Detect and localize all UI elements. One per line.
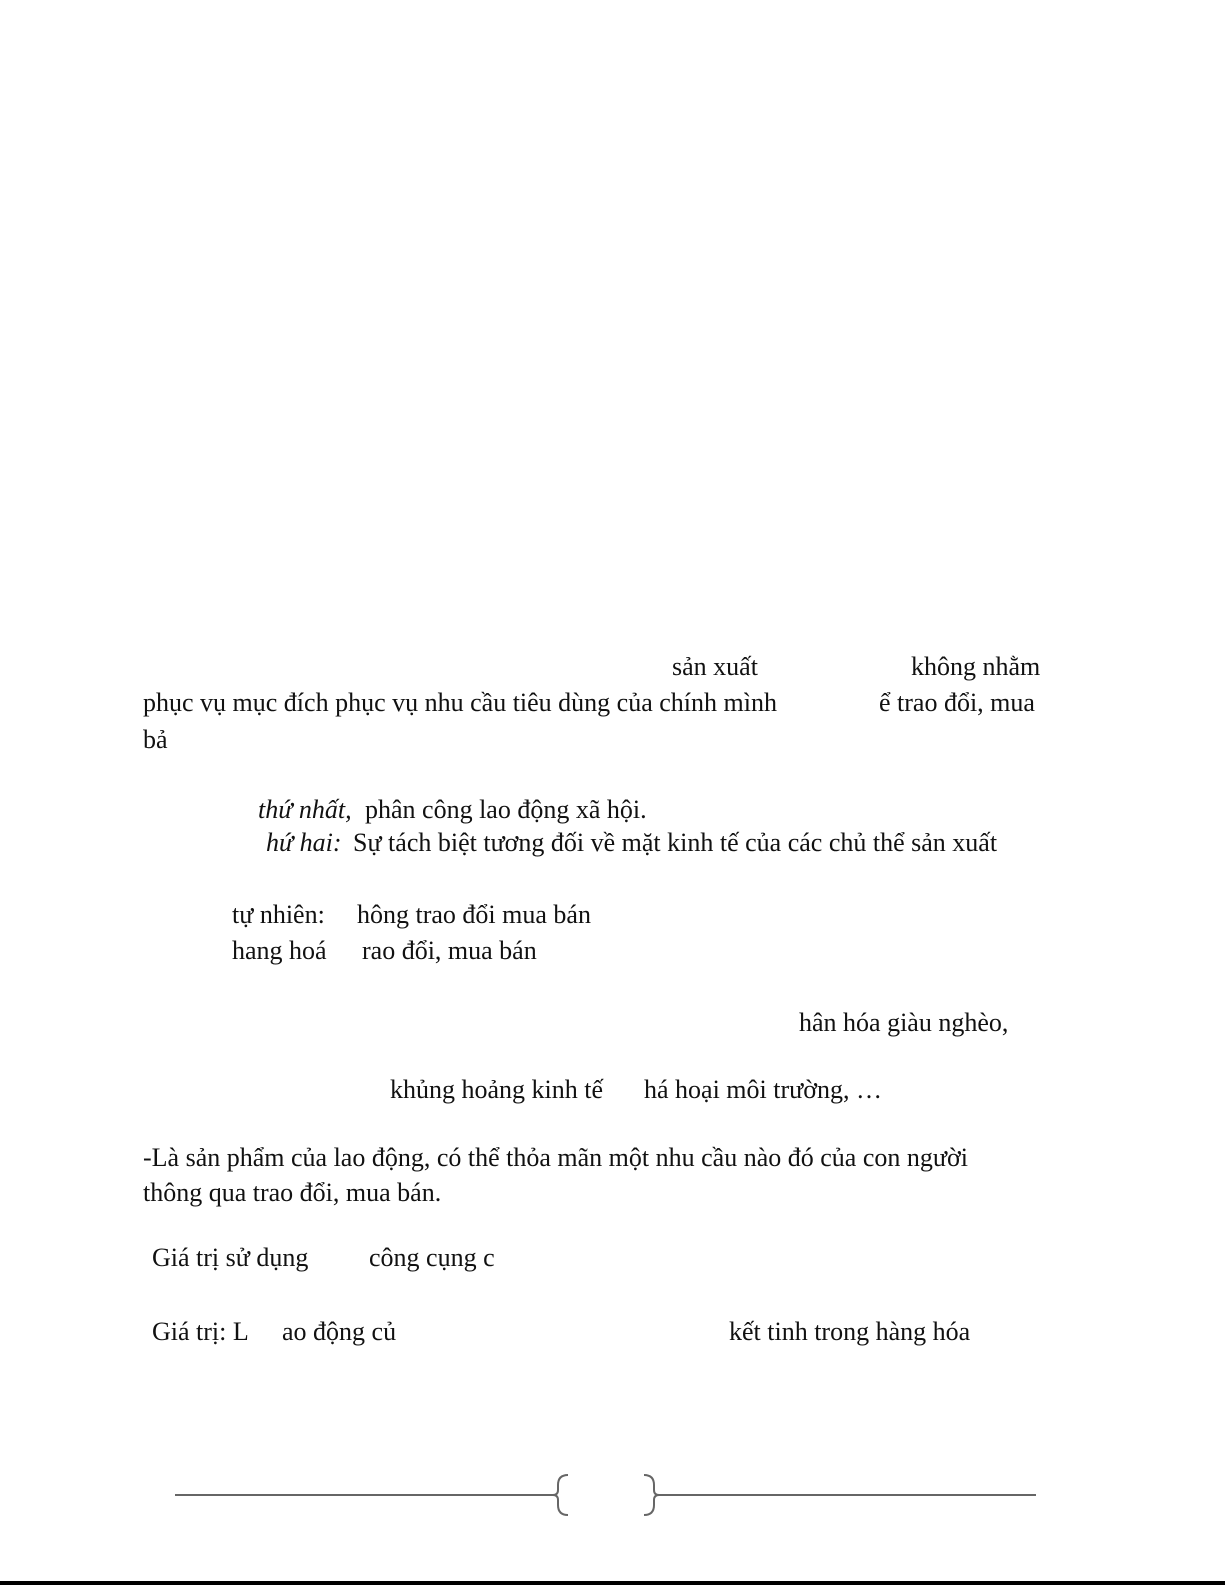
downside-line2b: há hoại môi trường, … — [644, 1075, 882, 1104]
value-text-b: kết tinh trong hàng hóa — [729, 1317, 971, 1346]
value-label: Giá trị: L — [152, 1317, 249, 1346]
compare-row1-text: hông trao đổi mua bán — [357, 900, 591, 929]
downside-line2a: khủng hoảng kinh tế — [390, 1075, 604, 1104]
bottom-border — [0, 1581, 1225, 1585]
footer-brace-right — [644, 1475, 659, 1515]
para1-fragment-khong-nham: không nhằm — [911, 652, 1041, 681]
definition-line2: thông qua trao đổi, mua bán. — [143, 1178, 442, 1207]
compare-row2-text: rao đổi, mua bán — [362, 936, 537, 965]
condition-second-label: hứ hai: — [266, 828, 342, 857]
definition-line1: -Là sản phẩm của lao động, có thể thỏa mãn một nhu cầu nào đó của con người — [143, 1143, 968, 1172]
downside-line1: hân hóa giàu nghèo, — [799, 1008, 1009, 1037]
condition-second-text: Sự tách biệt tương đối về mặt kinh tế của các chủ thể sản xuất — [353, 828, 998, 857]
condition-first-text: phân công lao động xã hội. — [365, 795, 647, 824]
footer-ornament — [0, 1470, 1225, 1530]
use-value-label: Giá trị sử dụng — [152, 1243, 309, 1272]
compare-row2-label: hang hoá — [232, 936, 327, 965]
para1-line2-end: ể trao đổi, mua — [879, 688, 1035, 717]
para1-line3: bả — [143, 725, 168, 754]
para1-fragment-san-xuat: sản xuất — [672, 652, 758, 681]
condition-first-label: thứ nhất, — [258, 795, 352, 824]
para1-line2: phục vụ mục đích phục vụ nhu cầu tiêu dùng của chính mình — [143, 688, 777, 717]
footer-brace-left — [553, 1475, 568, 1515]
value-text-a: ao động củ — [282, 1317, 397, 1346]
use-value-text: công cụng c — [369, 1243, 495, 1272]
compare-row1-label: tự nhiên: — [232, 900, 325, 929]
